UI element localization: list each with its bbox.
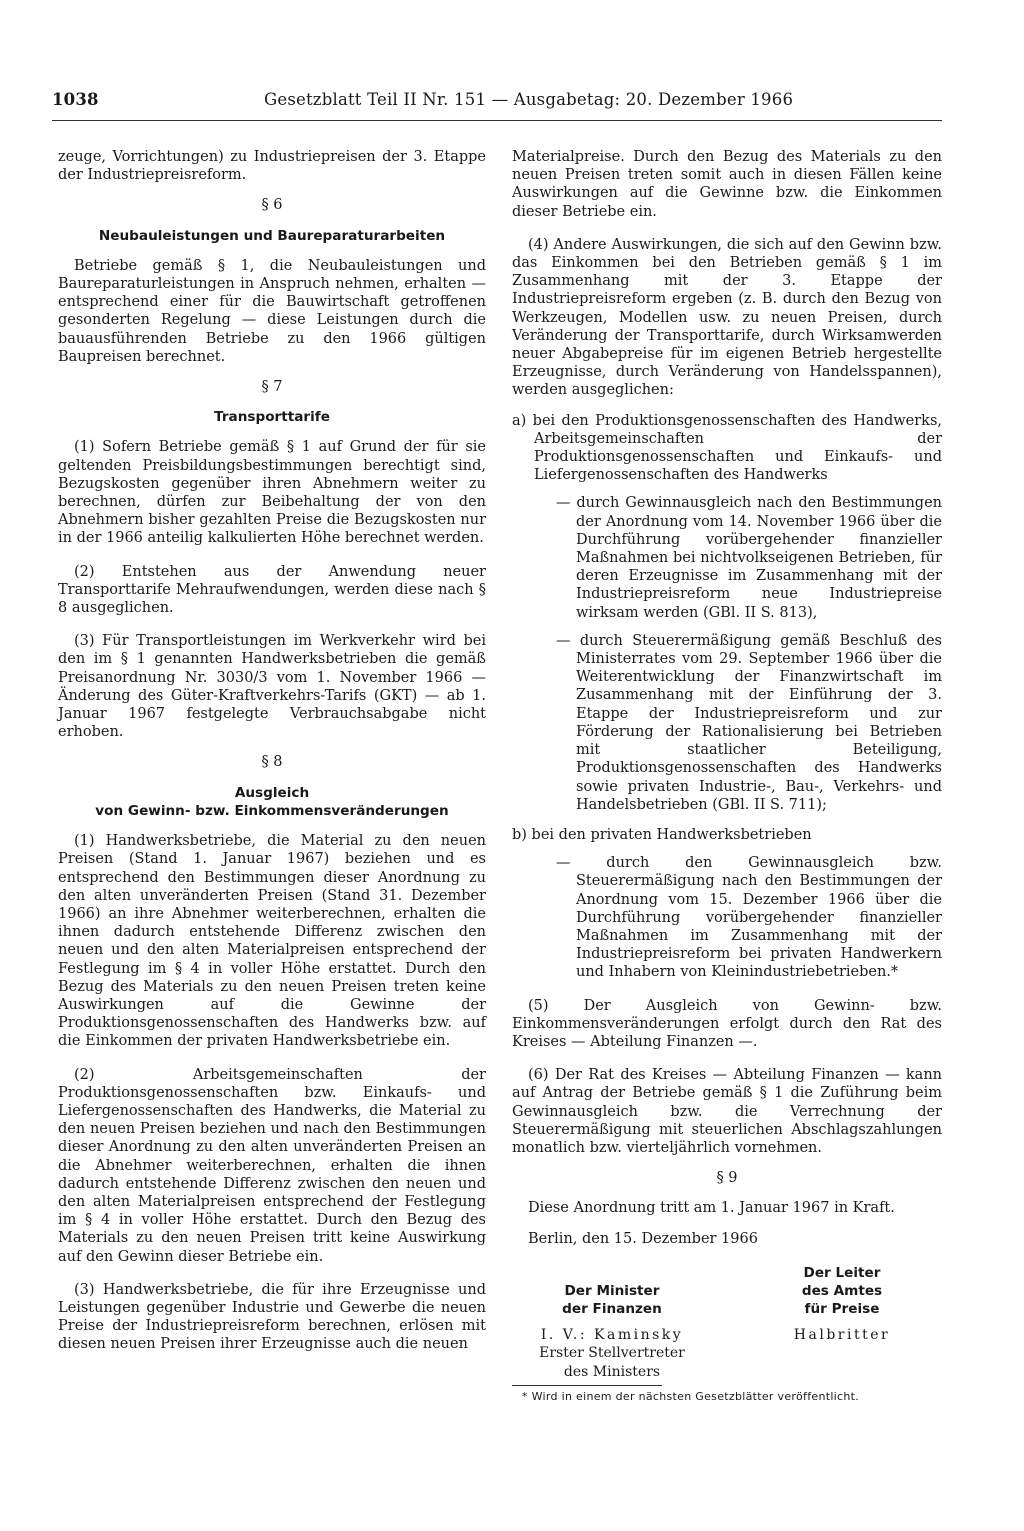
section-9-text: Diese Anordnung tritt am 1. Januar 1967 in Kraft. xyxy=(528,1200,895,1217)
section-7-number: § 7 xyxy=(261,379,283,396)
section-6-title: Neubauleistungen und Baureparaturarbeiten xyxy=(98,227,446,244)
minister-signatory: I. V.: Kaminsky xyxy=(540,1327,684,1344)
minister-title-1: Der Minister xyxy=(564,1282,660,1299)
section-8-number: § 8 xyxy=(261,754,283,771)
section-6-paragraph: Betriebe gemäß § 1, die Neubauleistungen und Baureparaturleistungen in Anspruch nehmen, erhalten — entsprechend einer für die Bauwirtschaft getroffenen gesonderten Regelung — diese Leistungen durch die bauausführenden Betriebe zu den 1966 gültigen Baupreisen berechnet. xyxy=(58,257,486,365)
minister-role-2: des Ministers xyxy=(563,1363,661,1380)
section-8-paragraph-6: (6) Der Rat des Kreises — Abteilung Finanzen — kann auf Antrag der Betriebe gemäß § 1 die Zuführung beim Gewinnausgleich bzw. die Verrechnung der Steuerermäßigung mit steuerlichen Abschlagszahlungen monatlich bzw. vierteljährlich vornehmen. xyxy=(512,1067,942,1156)
section-9-number: § 9 xyxy=(716,1170,738,1187)
continued-text: zeuge, Vorrichtungen) zu Industriepreisen der 3. Etappe der Industriepreisreform. xyxy=(58,149,486,184)
header-rule xyxy=(52,120,942,121)
page-number: 1038 xyxy=(52,90,99,109)
office-title-2: des Amtes xyxy=(801,1282,883,1299)
minister-title-2: der Finanzen xyxy=(562,1300,662,1317)
section-8-paragraph-3: (3) Handwerksbetriebe, die für ihre Erzeugnisse und Leistungen gegenüber Industrie und Gewerbe die neuen Preise der Industriepreisreform berechnen, erlösen mit diesen neuen Preisen ihrer Erzeugnisse auch die neuen xyxy=(58,1281,486,1353)
list-a-dash-1: — durch Gewinnausgleich nach den Bestimmungen der Anordnung vom 14. November 1966 über die Durchführung vorübergehender finanzieller Maßnahmen bei nichtvolkseigenen Betrieben, für deren Erzeugnisse im Zusammenhang mit der Industriepreisreform neue Industriepreise wirksam werden (GBl. II S. 813), xyxy=(556,495,942,621)
office-title-3: für Preise xyxy=(804,1301,880,1318)
office-signatory: Halbritter xyxy=(793,1327,891,1344)
section-8-paragraph-2: (2) Arbeitsgemeinschaften der Produktionsgenossenschaften bzw. Einkaufs- und Liefergenossenschaften des Handwerks, die Material zu den neuen Preisen beziehen und nach den Bestimmungen dieser Anordnung zu den alten unveränderten Preisen an die Abnehmer weiterberechnen, erhalten die ihnen dadurch entstehende Differenz zwischen den neuen und den alten Materialpreisen entsprechend der Festlegung im § 4 in voller Höhe erstattet. Durch den Bezug des Materials zu den neuen Preisen tritt keine Auswirkung auf den Gewinn dieser Betriebe ein. xyxy=(58,1066,486,1265)
left-column xyxy=(58,148,486,1354)
header-title: Gesetzblatt Teil II Nr. 151 — Ausgabetag: 20. Dezember 1966 xyxy=(264,90,794,109)
list-b-dash-1: — durch den Gewinnausgleich bzw. Steuerermäßigung nach den Bestimmungen der Anordnung vom 15. Dezember 1966 über die Durchführung vorübergehender finanzieller Maßnahmen im Zusammenhang mit der Industriepreisreform bei privaten Handwerkern und Inhabern von Kleinindustriebetrieben.* xyxy=(556,855,942,981)
list-item-a: a) bei den Produktionsgenossenschaften des Handwerks, Arbeitsgemeinschaften der Produktionsgenossenschaften und Einkaufs- und Liefergenossenschaften des Handwerks xyxy=(512,412,942,484)
section-7-paragraph-1: (1) Sofern Betriebe gemäß § 1 auf Grund der für sie geltenden Preisbildungsbestimmungen berechtigt sind, Bezugskosten gegenüber ihren Abnehmern weiter zu berechnen, dürfen zur Beibehaltung der von den Abnehmern bisher gezahlten Preise die Bezugskosten nur in der 1966 anteilig kalkulierten Höhe berechnet werden. xyxy=(58,439,486,547)
list-item-b: b) bei den privaten Handwerksbetrieben xyxy=(512,826,812,843)
section-7-title: Transporttarife xyxy=(214,409,330,426)
minister-role-1: Erster Stellvertreter xyxy=(539,1345,685,1362)
footnote: * Wird in einem der nächsten Gesetzblätter veröffentlicht. xyxy=(522,1389,860,1403)
section-7-paragraph-2: (2) Entstehen aus der Anwendung neuer Transporttarife Mehraufwendungen, werden diese nach § 8 ausgeglichen. xyxy=(58,563,486,617)
section-8-title-line2: von Gewinn- bzw. Einkommensveränderungen xyxy=(95,802,449,819)
signature-price-office xyxy=(742,1264,942,1381)
footnote-rule xyxy=(512,1385,662,1386)
section-8-paragraph-4: (4) Andere Auswirkungen, die sich auf den Gewinn bzw. das Einkommen bei den Betrieben gemäß § 1 im Zusammenhang mit der 3. Etappe der Industriepreisreform ergeben (z. B. durch den Bezug von Werkzeugen, Modellen usw. zu neuen Preisen, durch Veränderung der Transporttarife, durch Wirksamwerden neuer Abgabepreise für im eigenen Betrieb hergestellte Erzeugnisse, durch Veränderung von Handelsspannen), werden ausgeglichen: xyxy=(512,236,942,399)
section-8-paragraph-5: (5) Der Ausgleich von Gewinn- bzw. Einkommensveränderungen erfolgt durch den Rat des Kreises — Abteilung Finanzen —. xyxy=(512,997,942,1050)
signature-block xyxy=(512,1264,942,1381)
continued-text: Materialpreise. Durch den Bezug des Materials zu den neuen Preisen treten somit auch in diesen Fällen keine Auswirkungen auf die Gewinne bzw. die Einkommen dieser Betriebe ein. xyxy=(512,149,942,220)
section-7-paragraph-3: (3) Für Transportleistungen im Werkverkehr wird bei den im § 1 genannten Handwerksbetrieben die gemäß Preisanordnung Nr. 3030/3 vom 1. November 1966 — Änderung des Güter-Kraftverkehrs-Tarifs (GKT) — ab 1. Januar 1967 festgelegte Verbrauchsabgabe nicht erhoben. xyxy=(58,633,486,741)
office-title-1: Der Leiter xyxy=(803,1264,881,1281)
place-date: Berlin, den 15. Dezember 1966 xyxy=(528,1230,758,1247)
list-a-dash-2: — durch Steuerermäßigung gemäß Beschluß des Ministerrates vom 29. September 1966 über die Weiterentwicklung der Finanzwirtschaft im Zusammenhang mit der Einführung der 3. Etappe der Industriepreisreform und zur Förderung der Rationalisierung bei Betrieben mit staatlicher Beteiligung, Produktionsgenossenschaften des Handwerks sowie privaten Industrie-, Bau-, Verkehrs- und Handelsbetrieben (GBl. II S. 711); xyxy=(556,632,942,813)
right-column xyxy=(512,148,942,1406)
signature-minister xyxy=(512,1264,712,1381)
section-8-title-line1: Ausgleich xyxy=(234,784,310,801)
page-header xyxy=(52,90,942,112)
section-8-paragraph-1: (1) Handwerksbetriebe, die Material zu den neuen Preisen (Stand 1. Januar 1967) beziehen und es entsprechend den Bestimmungen dieser Anordnung zu den alten unveränderten Preisen (Stand 31. Dezember 1966) an ihre Abnehmer weiterberechnen, erhalten die ihnen dadurch entstehende Differenz zwischen den neuen und den alten Materialpreisen entsprechend der Festlegung im § 4 in voller Höhe erstattet. Durch den Bezug des Materials zu den neuen Preisen treten keine Auswirkungen auf die Gewinne der Produktionsgenossenschaften des Handwerks bzw. auf die Einkommen der privaten Handwerksbetriebe ein. xyxy=(58,833,486,1050)
section-6-number: § 6 xyxy=(261,197,283,214)
